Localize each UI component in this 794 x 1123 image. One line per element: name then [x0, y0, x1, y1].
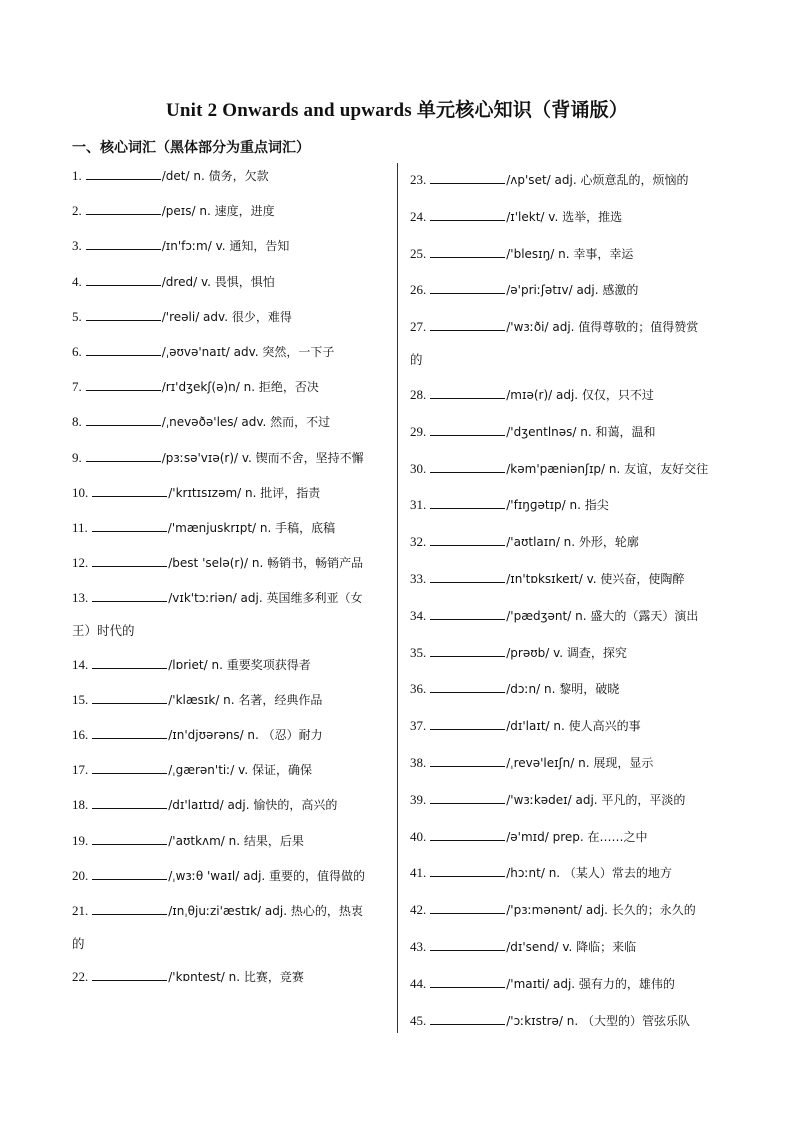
answer-blank[interactable]: [92, 519, 167, 532]
entry-definition: /best 'selə(r)/ n. 畅销书，畅销产品: [168, 556, 364, 571]
entry-number: 29.: [410, 423, 427, 439]
entry-number: 8.: [72, 414, 82, 430]
answer-blank[interactable]: [430, 570, 505, 583]
vocab-entry: [72, 336, 334, 368]
answer-blank[interactable]: [86, 343, 161, 356]
vocab-entry: [410, 931, 636, 963]
answer-blank[interactable]: [430, 423, 505, 436]
answer-blank[interactable]: [92, 796, 167, 809]
entry-definition: /'dʒentlnəs/ n. 和蔼，温和: [506, 424, 656, 439]
entry-number: 19.: [72, 832, 89, 848]
vocab-entry: [72, 825, 304, 857]
vocab-entry: [72, 442, 364, 474]
answer-blank[interactable]: [430, 496, 505, 509]
entry-continuation: 的: [410, 352, 423, 368]
entry-number: 25.: [410, 245, 427, 261]
entry-definition: /'klæsɪk/ n. 名著，经典作品: [168, 692, 323, 707]
answer-blank[interactable]: [86, 378, 161, 391]
entry-definition: /'aʊtlaɪn/ n. 外形，轮廓: [506, 535, 639, 550]
entry-number: 28.: [410, 387, 427, 402]
vocab-entry: [410, 710, 641, 742]
entry-definition: /vɪk'tɔːriən/ adj. 英国维多利亚（女: [168, 591, 363, 606]
column-divider: [397, 163, 398, 1033]
answer-blank[interactable]: [430, 208, 505, 221]
entry-definition: /'aʊtkʌm/ n. 结果，后果: [168, 833, 304, 848]
entry-definition: /dɪ'laɪtɪd/ adj. 愉快的，高兴的: [168, 798, 338, 813]
entry-definition: /ʌp'set/ adj. 心烦意乱的，烦恼的: [506, 173, 689, 187]
answer-blank[interactable]: [430, 901, 505, 914]
answer-blank[interactable]: [430, 607, 505, 620]
answer-blank[interactable]: [430, 791, 505, 804]
vocab-entry: [72, 230, 289, 262]
vocab-entry: [72, 406, 330, 438]
entry-definition: /dred/ v. 畏惧，惧怕: [161, 274, 275, 289]
entry-number: 13.: [72, 590, 89, 606]
entry-definition: /dɪ'laɪt/ n. 使人高兴的事: [506, 719, 641, 734]
entry-definition: /'pɜːmənənt/ adj. 长久的；永久的: [506, 903, 696, 918]
vocab-entry: [410, 1005, 690, 1037]
entry-number: 36.: [410, 681, 427, 697]
answer-blank[interactable]: [92, 484, 167, 497]
entry-number: 39.: [410, 791, 427, 807]
vocab-entry: [410, 563, 684, 595]
entry-continuation: 的: [72, 936, 85, 951]
vocab-entry: [410, 526, 639, 558]
vocab-entry: [410, 201, 622, 233]
answer-blank[interactable]: [430, 975, 505, 988]
answer-blank[interactable]: [92, 867, 167, 880]
entry-number: 43.: [410, 939, 427, 954]
answer-blank[interactable]: [86, 237, 161, 250]
vocab-entry: [410, 821, 648, 853]
vocab-entry: [410, 164, 688, 196]
vocab-entry: [410, 379, 654, 411]
entry-continuation: 王）时代的: [72, 623, 135, 639]
entry-definition: /rɪ'dʒekʃ(ə)n/ n. 拒绝，否决: [161, 380, 319, 395]
vocab-entry: [410, 416, 656, 448]
vocab-entry: [72, 582, 363, 614]
vocab-entry: [72, 160, 269, 192]
entry-number: 3.: [72, 238, 82, 254]
entry-definition: /ˌwɜːθ 'waɪl/ adj. 重要的，值得做的: [168, 868, 366, 883]
entry-number: 9.: [72, 449, 82, 465]
entry-number: 15.: [72, 691, 89, 707]
entry-definition: /'ɔːkɪstrə/ n. （大型的）管弦乐队: [506, 1013, 691, 1028]
answer-blank[interactable]: [92, 726, 167, 739]
vocab-entry: [72, 266, 275, 298]
entry-number: 26.: [410, 282, 427, 298]
vocab-entry: [72, 719, 323, 751]
entry-number: 45.: [410, 1012, 427, 1028]
answer-blank[interactable]: [430, 754, 505, 767]
answer-blank[interactable]: [86, 273, 161, 286]
vocab-entry: [410, 489, 609, 521]
entry-definition: /dɪ'send/ v. 降临；来临: [506, 940, 637, 954]
entry-definition: /ˌrevə'leɪʃn/ n. 展现，显示: [506, 756, 654, 770]
vocab-entry: [410, 600, 698, 632]
entry-number: 35.: [410, 644, 427, 660]
entry-number: 31.: [410, 497, 427, 513]
entry-number: 23.: [410, 172, 427, 187]
answer-blank[interactable]: [430, 680, 505, 693]
entry-number: 10.: [72, 484, 89, 500]
answer-blank[interactable]: [86, 449, 161, 462]
entry-definition: /'wɜːkədeɪ/ adj. 平凡的，平淡的: [506, 792, 686, 807]
entry-definition: /mɪə(r)/ adj. 仅仅，只不过: [506, 388, 654, 402]
vocab-entry: [72, 789, 337, 821]
answer-blank[interactable]: [86, 308, 161, 321]
entry-definition: /'pædʒənt/ n. 盛大的（露天）演出: [506, 608, 699, 623]
answer-blank[interactable]: [92, 656, 167, 669]
entry-number: 30.: [410, 460, 427, 476]
answer-blank[interactable]: [86, 202, 161, 215]
entry-number: 4.: [72, 273, 82, 289]
entry-definition: /prəʊb/ v. 调查，探究: [506, 645, 627, 660]
vocab-entry: [410, 274, 638, 306]
vocab-entry: [72, 477, 320, 509]
entry-definition: /kəm'pæniənʃɪp/ n. 友谊，友好交往: [506, 461, 709, 476]
entry-number: 34.: [410, 607, 427, 623]
vocab-entry: [72, 547, 363, 579]
entry-definition: /'krɪtɪsɪzəm/ n. 批评，指责: [168, 485, 321, 500]
entry-number: 24.: [410, 208, 427, 224]
entry-number: 44.: [410, 975, 427, 991]
entry-definition: /ɪn'fɔːm/ v. 通知，告知: [161, 239, 290, 254]
answer-blank[interactable]: [430, 281, 505, 294]
answer-blank[interactable]: [430, 460, 505, 473]
vocab-entry: [72, 371, 319, 403]
entry-definition: /hɔːnt/ n. （某人）常去的地方: [506, 866, 672, 881]
entry-definition: /'maɪti/ adj. 强有力的，雄伟的: [506, 976, 675, 991]
entry-number: 22.: [72, 969, 89, 985]
entry-number: 2.: [72, 203, 82, 219]
vocab-entry: [410, 238, 633, 270]
entry-definition: /ˌəʊvə'naɪt/ adv. 突然，一下子: [161, 345, 335, 359]
vocab-entry: [72, 301, 292, 333]
entry-definition: /pɜːsə'vɪə(r)/ v. 锲而不舍，坚持不懈: [161, 450, 364, 465]
entry-number: 38.: [410, 755, 427, 770]
answer-blank[interactable]: [430, 533, 505, 546]
vocab-entry: [410, 747, 653, 779]
answer-blank[interactable]: [430, 1012, 505, 1025]
answer-blank[interactable]: [430, 864, 505, 877]
vocab-entry: [410, 857, 672, 889]
entry-definition: /ə'priːʃətɪv/ adj. 感激的: [506, 283, 639, 298]
vocab-entry: [72, 649, 311, 681]
answer-blank[interactable]: [86, 413, 161, 426]
vocab-entry: [72, 961, 304, 993]
entry-definition: /peɪs/ n. 速度，进度: [161, 204, 275, 219]
entry-number: 33.: [410, 571, 427, 586]
answer-blank[interactable]: [86, 167, 161, 180]
entry-number: 1.: [72, 168, 82, 183]
entry-number: 27.: [410, 319, 427, 335]
entry-definition: /ə'mɪd/ prep. 在……之中: [506, 829, 648, 844]
answer-blank[interactable]: [92, 832, 167, 845]
entry-number: 16.: [72, 727, 89, 742]
entry-definition: /ɪnˌθjuːzi'æstɪk/ adj. 热心的，热衷: [168, 904, 363, 918]
entry-definition: /ɪn'tɒksɪkeɪt/ v. 使兴奋，使陶醉: [506, 572, 685, 586]
answer-blank[interactable]: [92, 902, 167, 915]
entry-definition: /ˌnevəðə'les/ adv. 然而，不过: [161, 415, 331, 430]
entry-definition: /'kɒntest/ n. 比赛，竞赛: [168, 970, 304, 985]
vocab-entry: [72, 512, 335, 544]
answer-blank[interactable]: [92, 968, 167, 981]
entry-definition: /'wɜːði/ adj. 值得尊敬的；值得赞赏: [506, 320, 699, 335]
entry-definition: /lɒriet/ n. 重要奖项获得者: [168, 657, 311, 672]
entry-number: 37.: [410, 718, 427, 734]
entry-number: 6.: [72, 344, 82, 359]
vocab-entry: [72, 895, 363, 927]
entry-definition: /'blesɪŋ/ n. 幸事，幸运: [506, 246, 634, 261]
entry-definition: /'mænjuskrɪpt/ n. 手稿，底稿: [167, 521, 336, 535]
entry-number: 21.: [72, 903, 89, 918]
section-heading: 一、核心词汇（黑体部分为重点词汇）: [72, 140, 310, 156]
answer-blank[interactable]: [430, 938, 505, 951]
entry-number: 12.: [72, 555, 89, 571]
entry-definition: /ˌgærən'tiː/ v. 保证，确保: [168, 763, 312, 778]
entry-number: 41.: [410, 865, 427, 881]
answer-blank[interactable]: [430, 828, 505, 841]
entry-number: 17.: [72, 762, 89, 778]
entry-number: 5.: [72, 308, 82, 324]
answer-blank[interactable]: [430, 717, 505, 730]
entry-definition: /ɪ'lekt/ v. 选举，推选: [506, 209, 623, 224]
answer-blank[interactable]: [92, 691, 167, 704]
vocab-entry: [410, 673, 619, 705]
vocab-entry: [72, 860, 365, 892]
vocab-entry: [410, 311, 698, 343]
entry-number: 14.: [72, 656, 89, 672]
entry-number: 42.: [410, 902, 427, 918]
page-title: Unit 2 Onwards and upwards 单元核心知识（背诵版）: [165, 100, 629, 121]
answer-blank[interactable]: [92, 554, 167, 567]
vocab-entry: [410, 453, 708, 485]
vocab-entry: [72, 684, 322, 716]
entry-number: 18.: [72, 797, 89, 813]
entry-number: 32.: [410, 534, 427, 550]
vocab-entry: [410, 784, 685, 816]
entry-definition: /det/ n. 债务，欠款: [161, 169, 269, 183]
vocab-entry: [72, 754, 312, 786]
vocab-entry: [410, 637, 627, 669]
vocab-entry: [410, 894, 696, 926]
answer-blank[interactable]: [430, 245, 505, 258]
entry-number: 11.: [72, 520, 88, 535]
entry-definition: /ɪn'djʊərəns/ n. （忍）耐力: [168, 728, 323, 742]
answer-blank[interactable]: [430, 171, 505, 184]
answer-blank[interactable]: [92, 589, 167, 602]
entry-definition: /'reəli/ adv. 很少，难得: [161, 309, 292, 324]
entry-number: 7.: [72, 379, 82, 395]
entry-definition: /dɔːn/ n. 黎明，破晓: [506, 682, 620, 697]
answer-blank[interactable]: [430, 318, 505, 331]
answer-blank[interactable]: [92, 761, 167, 774]
entry-number: 20.: [72, 867, 89, 883]
vocab-entry: [410, 968, 675, 1000]
answer-blank[interactable]: [430, 386, 505, 399]
entry-definition: /'fɪŋɡətɪp/ n. 指尖: [506, 498, 609, 513]
answer-blank[interactable]: [430, 644, 505, 657]
entry-number: 40.: [410, 828, 427, 844]
vocab-entry: [72, 195, 275, 227]
